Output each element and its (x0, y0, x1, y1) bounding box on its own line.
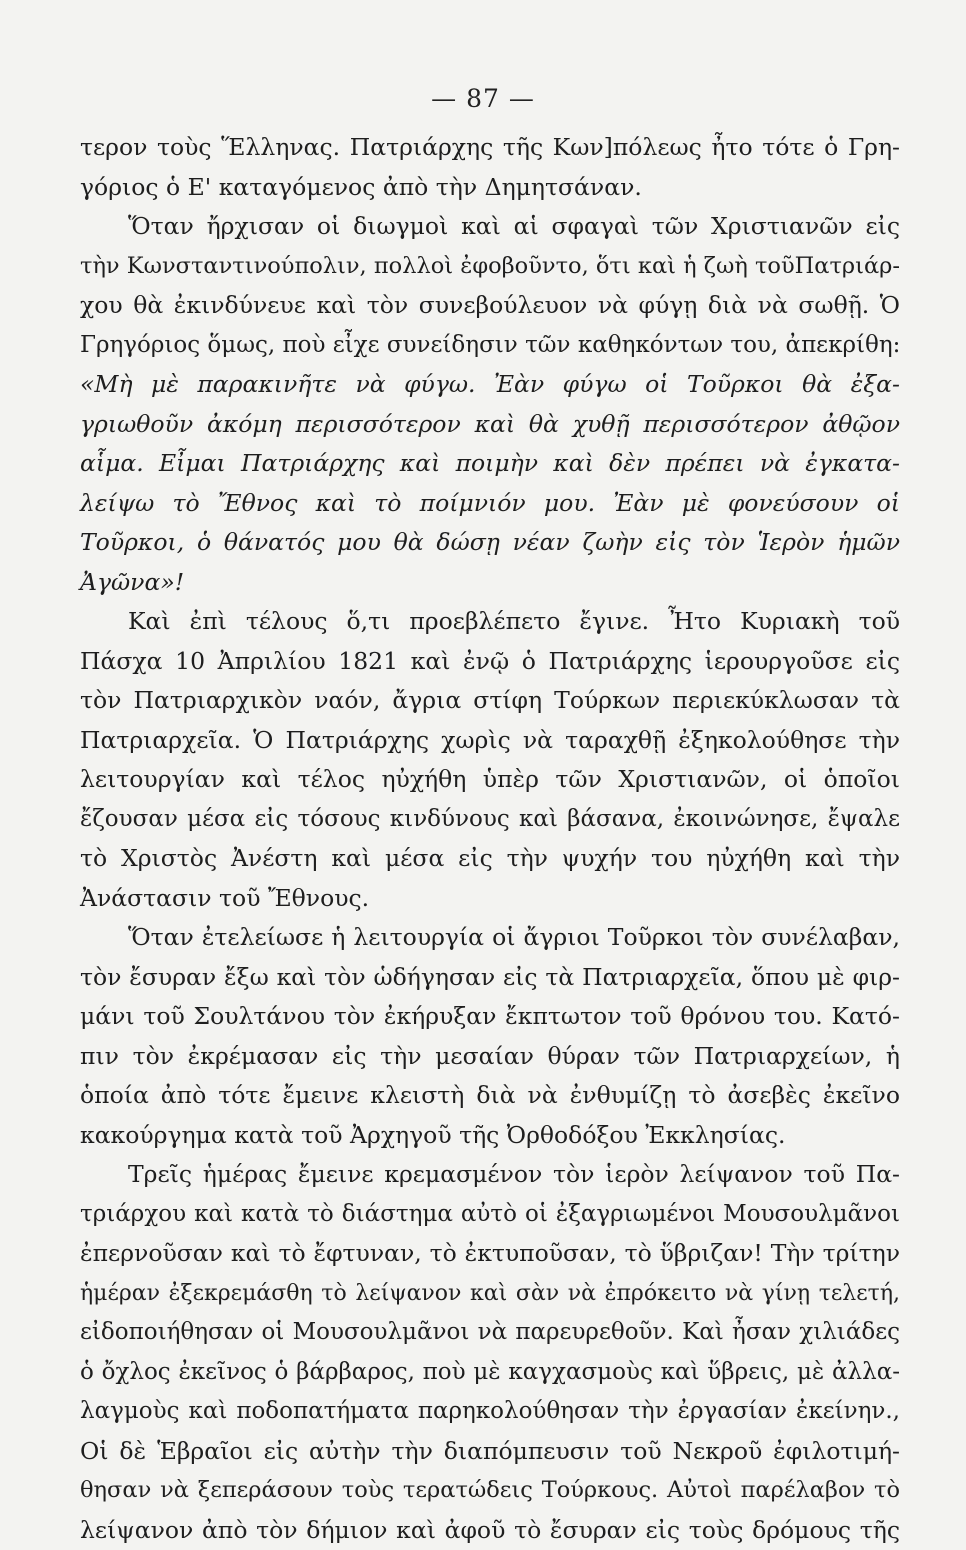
text-line: ὁποία ἀπὸ τότε ἔμεινε κλειστὴ διὰ νὰ ἐνθυμίζῃ τὸ ἀσεβὲς ἐκεῖνο (80, 1076, 900, 1116)
text-line: Τοῦρκοι, ὁ θάνατός μου θὰ δώσῃ νέαν ζωὴν εἰς τὸν Ἱερὸν ἡμῶν (80, 523, 900, 563)
text-line: πιν τὸν ἐκρέμασαν εἰς τὴν μεσαίαν θύραν τῶν Πατριαρχείων, ἡ (80, 1037, 900, 1077)
text-line: ἐπερνοῦσαν καὶ τὸ ἔφτυναν, τὸ ἐκτυποῦσαν, τὸ ὕβριζαν! Τὴν τρίτην (80, 1234, 900, 1274)
text-line: λείψω τὸ Ἔθνος καὶ τὸ ποίμνιόν μου. Ἐὰν μὲ φονεύσουν οἱ (80, 484, 900, 524)
text-line: τριάρχου καὶ κατὰ τὸ διάστημα αὐτὸ οἱ ἐξαγριωμένοι Μουσουλμᾶνοι (80, 1195, 900, 1235)
text-line: τὴν Κωνσταντινούπολιν, πολλοὶ ἐφοβοῦντο, ὅτι καὶ ἡ ζωὴ τοῦΠατριάρ- (80, 247, 900, 287)
text-line: τὸν Πατριαρχικὸν ναόν, ἄγρια στίφη Τούρκων περιεκύκλωσαν τὰ (80, 681, 900, 721)
text-line: λειτουργίαν καὶ τέλος ηὐχήθη ὑπὲρ τῶν Χριστιανῶν, οἱ ὁποῖοι (80, 760, 900, 800)
text-line: Καὶ ἐπὶ τέλους ὅ,τι προεβλέπετο ἔγινε. Ἦτο Κυριακὴ τοῦ (80, 602, 900, 642)
text-line: ἡμέραν ἐξεκρεμάσθη τὸ λείψανον καὶ σὰν νὰ ἐπρόκειτο νὰ γίνῃ τελετή, (80, 1274, 900, 1314)
text-line: κακούργημα κατὰ τοῦ Ἀρχηγοῦ τῆς Ὀρθοδόξου Ἐκκλησίας. (80, 1116, 900, 1156)
text-line: γόριος ὁ Ε' καταγόμενος ἀπὸ τὴν Δημητσάναν. (80, 168, 900, 208)
text-line: αἷμα. Εἶμαι Πατριάρχης καὶ ποιμὴν καὶ δὲν πρέπει νὰ ἐγκατα- (80, 444, 900, 484)
text-line: Ἀνάστασιν τοῦ Ἔθνους. (80, 879, 900, 919)
text-line: ὁ ὄχλος ἐκεῖνος ὁ βάρβαρος, ποὺ μὲ καγχασμοὺς καὶ ὕβρεις, μὲ ἀλλα- (80, 1353, 900, 1393)
text-line: Ὅταν ἐτελείωσε ἡ λειτουργία οἱ ἄγριοι Τοῦρκοι τὸν συνέλαβαν, (80, 918, 900, 958)
body-text (80, 128, 900, 1550)
text-line: Πάσχα 10 Ἀπριλίου 1821 καὶ ἐνῷ ὁ Πατριάρχης ἱερουργοῦσε εἰς (80, 642, 900, 682)
text-line: χου θὰ ἐκινδύνευε καὶ τὸν συνεβούλευον νὰ φύγῃ διὰ νὰ σωθῇ. Ὁ (80, 286, 900, 326)
text-line: Ὅταν ἤρχισαν οἱ διωγμοὶ καὶ αἱ σφαγαὶ τῶν Χριστιανῶν εἰς (80, 207, 900, 247)
text-line: λαγμοὺς καὶ ποδοπατήματα παρηκολούθησαν τὴν ἐργασίαν ἐκείνην., (80, 1392, 900, 1432)
text-line: τὸν ἔσυραν ἔξω καὶ τὸν ὡδήγησαν εἰς τὰ Πατριαρχεῖα, ὅπου μὲ φιρ- (80, 958, 900, 998)
text-line: γριωθοῦν ἀκόμη περισσότερον καὶ θὰ χυθῇ περισσότερον ἀθῷον (80, 405, 900, 445)
text-line: τερον τοὺς Ἕλληνας. Πατριάρχης τῆς Κων]πόλεως ἦτο τότε ὁ Γρη- (80, 128, 900, 168)
text-line: Τρεῖς ἡμέρας ἔμεινε κρεμασμένον τὸν ἱερὸν λείψανον τοῦ Πα- (80, 1155, 900, 1195)
text-line: μάνι τοῦ Σουλτάνου τὸν ἐκήρυξαν ἔκπτωτον τοῦ θρόνου του. Κατό- (80, 997, 900, 1037)
text-line: Γρηγόριος ὅμως, ποὺ εἶχε συνείδησιν τῶν καθηκόντων του, ἀπεκρίθη: (80, 326, 900, 366)
text-line: Ἀγῶνα»! (80, 563, 900, 603)
text-line: Οἱ δὲ Ἑβραῖοι εἰς αὐτὴν τὴν διαπόμπευσιν τοῦ Νεκροῦ ἐφιλοτιμή- (80, 1432, 900, 1472)
text-line: Πατριαρχεῖα. Ὁ Πατριάρχης χωρὶς νὰ ταραχθῇ ἐξηκολούθησε τὴν (80, 721, 900, 761)
text-line: ἔζουσαν μέσα εἰς τόσους κινδύνους καὶ βάσανα, ἐκοινώνησε, ἔψαλε (80, 800, 900, 840)
text-line: θησαν νὰ ξεπεράσουν τοὺς τερατώδεις Τούρκους. Αὐτοὶ παρέλαβον τὸ (80, 1471, 900, 1511)
page-number: — 87 — (0, 84, 966, 113)
text-line: λείψανον ἀπὸ τὸν δήμιον καὶ ἀφοῦ τὸ ἔσυραν εἰς τοὺς δρόμους τῆς (80, 1511, 900, 1550)
text-line: τὸ Χριστὸς Ἀνέστη καὶ μέσα εἰς τὴν ψυχήν του ηὐχήθη καὶ τὴν (80, 839, 900, 879)
text-line: «Μὴ μὲ παρακινῆτε νὰ φύγω. Ἐὰν φύγω οἱ Τοῦρκοι θὰ ἐξα- (80, 365, 900, 405)
text-line: εἰδοποιήθησαν οἱ Μουσουλμᾶνοι νὰ παρευρεθοῦν. Καὶ ἦσαν χιλιάδες (80, 1313, 900, 1353)
